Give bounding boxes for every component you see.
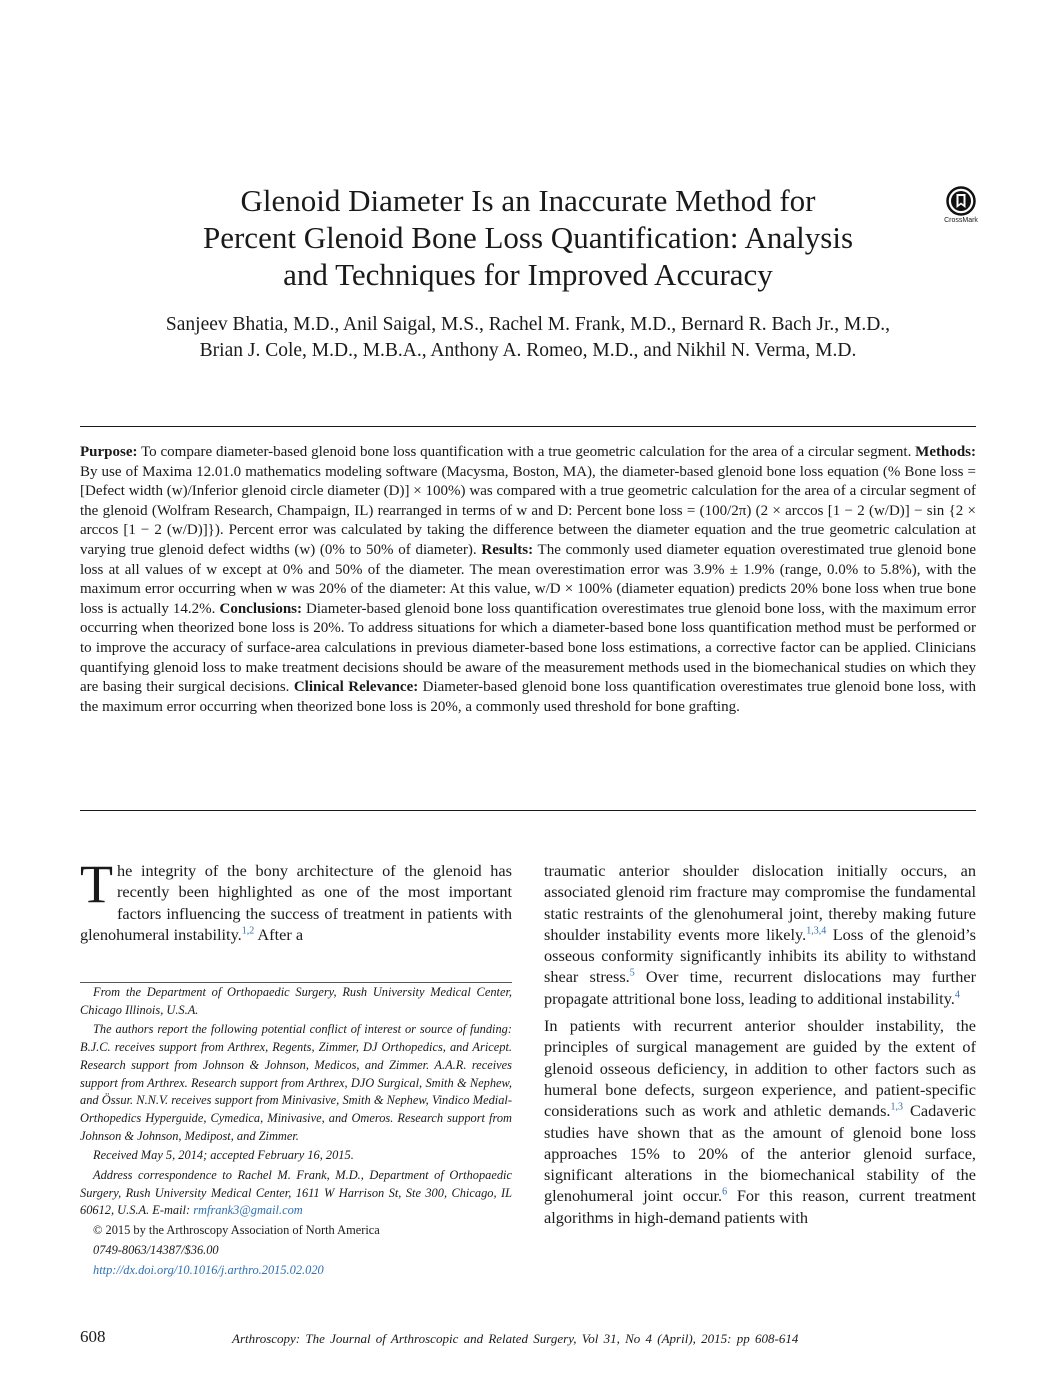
paragraph-text: After a	[254, 924, 304, 944]
paragraph-text: In patients with recurrent anterior shoulder instability, the principles of surgical management are guided by the extent of glenoid osseous deficiency, in addition to other factors such as humeral bone defects, surgeon experience, and patient-specific considerations such as work and athletic demands.	[544, 1016, 976, 1121]
citation-link[interactable]: 5	[629, 968, 635, 980]
abstract	[80, 443, 976, 717]
body-column-left	[80, 854, 512, 945]
paragraph-text: Loss of the glenoid’s osseous conformity significantly inhibits its ability to withstand shear stress.	[544, 924, 976, 987]
drop-cap: T	[80, 854, 113, 914]
footnote-copyright: © 2015 by the Arthroscopy Association of North America	[93, 1223, 380, 1238]
purpose-label: Purpose:	[80, 444, 138, 460]
citation-link[interactable]: 1,3	[890, 1101, 903, 1113]
journal-citation: Arthroscopy: The Journal of Arthroscopic and Related Surgery, Vol 31, No 4 (April), 2015: pp 608-614	[232, 1331, 799, 1346]
footnotes	[80, 984, 512, 1281]
relevance-label: Clinical Relevance:	[293, 679, 419, 696]
title-line: Glenoid Diameter Is an Inaccurate Method for	[240, 183, 816, 218]
footnote-address	[80, 1167, 512, 1220]
paragraph-text: traumatic anterior shoulder dislocation initially occurs, an associated glenoid rim fracture may compromise the fundamental static restraints of the glenohumeral joint, thereby making future shoulder instability events more likely.	[544, 861, 976, 944]
footnote-conflict: The authors report the following potential conflict of interest or source of funding: B.J.C. receives support from Arthrex, Regents, Zimmer, DJ Orthopedics, and Aricept. Research support from Johnson & Johnson, Medicos, and Zimmer. A.A.R. receives support from Arthrex. Research support from Arthrex, DJO Surgical, Smith & Nephew, and Össur. N.N.V. receives support from Minivasive, Smith & Nephew, Vindico Medial-Orthopedics Hyperguide, Cymedica, Minivasive, and Omeros. Research support from Johnson & Johnson, Medipost, and Zimmer.	[80, 1022, 512, 1143]
conclusions-text: Diameter-based glenoid bone loss quantification overestimates true glenoid bone loss, with the maximum error occurring when theorized bone loss is 20%. To address situations for which a diameter-based bone loss quantification method must be performed or to improve the accuracy of surface-area calculations in previous diameter-based bone loss estimations, a corrective factor can be applied. Clinicians quantifying glenoid loss to make treatment decisions should be aware of the measurement methods used in the biomechanical studies on which they are basing their surgical decisions.	[80, 600, 976, 696]
title-line: and Techniques for Improved Accuracy	[283, 257, 773, 292]
citation-link[interactable]: 1,2	[241, 925, 255, 937]
results-text: The commonly used diameter equation overestimated true glenoid bone loss at all values of w except at 0% and 50% of the diameter. The mean overestimation error was 3.9% ± 1.9% (range, 0.0% to 5.8%), with the maximum error occurring when w was 20% of the diameter: At this value, w/D × 100% (diameter equation) predicts 20% bone loss when true bone loss is actually 14.2%.	[80, 541, 976, 617]
email-link[interactable]: rmfrank3@gmail.com	[193, 1203, 303, 1218]
footnote-issn: 0749-8063/14387/$36.00	[93, 1242, 219, 1257]
body-paragraph	[544, 1015, 976, 1228]
citation-link[interactable]: 6	[722, 1187, 728, 1199]
footnote-received: Received May 5, 2014; accepted February 16, 2015.	[93, 1148, 354, 1163]
footnote-affiliation: From the Department of Orthopaedic Surgery, Rush University Medical Center, Chicago Illinois, U.S.A.	[80, 985, 512, 1017]
abstract-bottom-rule	[80, 810, 976, 811]
author-list	[60, 312, 996, 364]
title-line: Percent Glenoid Bone Loss Quantification: Analysis	[202, 220, 854, 255]
body-column-right	[544, 860, 976, 1228]
authors-line: Brian J. Cole, M.D., M.B.A., Anthony A. Romeo, M.D., and Nikhil N. Verma, M.D.	[199, 340, 857, 361]
article-title	[130, 182, 926, 293]
address-text: Address correspondence to Rachel M. Frank, M.D., Department of Orthopaedic Surgery, Rush University Medical Center, 1611 W Harrison St, Ste 300, Chicago, IL 60612, U.S.A. E-mail:	[80, 1168, 512, 1218]
methods-label: Methods:	[915, 444, 976, 460]
crossmark-label: CrossMark	[944, 217, 978, 224]
intro-paragraph	[80, 854, 512, 945]
doi-link[interactable]: http://dx.doi.org/10.1016/j.arthro.2015.02.020	[93, 1262, 324, 1277]
abstract-top-rule	[80, 426, 976, 427]
paragraph-text: For this reason, current treatment algorithms in high-demand patients with	[544, 1186, 976, 1227]
citation-link[interactable]: 4	[954, 989, 960, 1001]
paragraph-text: Over time, recurrent dislocations may further propagate attritional bone loss, leading to additional instability.	[544, 967, 976, 1008]
crossmark-badge[interactable]	[940, 186, 982, 225]
conclusions-label: Conclusions:	[219, 600, 303, 617]
paragraph-text: Cadaveric studies have shown that as the amount of glenoid bone loss approaches 15% to 20% of the anterior glenoid surface, significant alterations in the biomechanical stability of the glenohumeral joint occur.	[544, 1101, 977, 1206]
relevance-text: Diameter-based glenoid bone loss quantification overestimates true glenoid bone loss, with the maximum error occurring when theorized bone loss is 20%, a commonly used threshold for bone grafting.	[80, 679, 976, 715]
methods-text: By use of Maxima 12.01.0 mathematics modeling software (Macysma, Boston, MA), the diameter-based glenoid bone loss equation (% Bone loss = [Defect width (w)/Inferior glenoid circle diameter (D)] × 100%) was compared with a true geometric calculation for the area of a circular segment of the glenoid (Wolfram Research, Champaign, IL) rearranged in terms of w and D: Percent bone loss = (100/2π) (2 × arccos [1 − 2 (w/D)] − sin {2 × arccos [1 − 2 (w/D)]}). Percent error was calculated by taking the difference between the diameter equation and the true geometric calculation at varying true glenoid defect widths (w) (0% to 50% of diameter).	[80, 463, 976, 558]
page-number: 608	[80, 1327, 106, 1346]
crossmark-icon	[946, 186, 976, 216]
body-paragraph	[544, 860, 976, 1009]
citation-link[interactable]: 1,3,4	[806, 925, 827, 937]
footnote-rule	[80, 982, 512, 983]
results-label: Results:	[481, 541, 534, 558]
paragraph-text: he integrity of the bony architecture of the glenoid has recently been highlighted as one of the most important factors influencing the success of treatment in patients with glenohumeral instability.	[80, 861, 512, 944]
authors-line: Sanjeev Bhatia, M.D., Anil Saigal, M.S., Rachel M. Frank, M.D., Bernard R. Bach Jr., M.D.,	[165, 314, 891, 335]
purpose-text: To compare diameter-based glenoid bone loss quantification with a true geometric calculation for the area of a circular segment.	[137, 444, 916, 460]
